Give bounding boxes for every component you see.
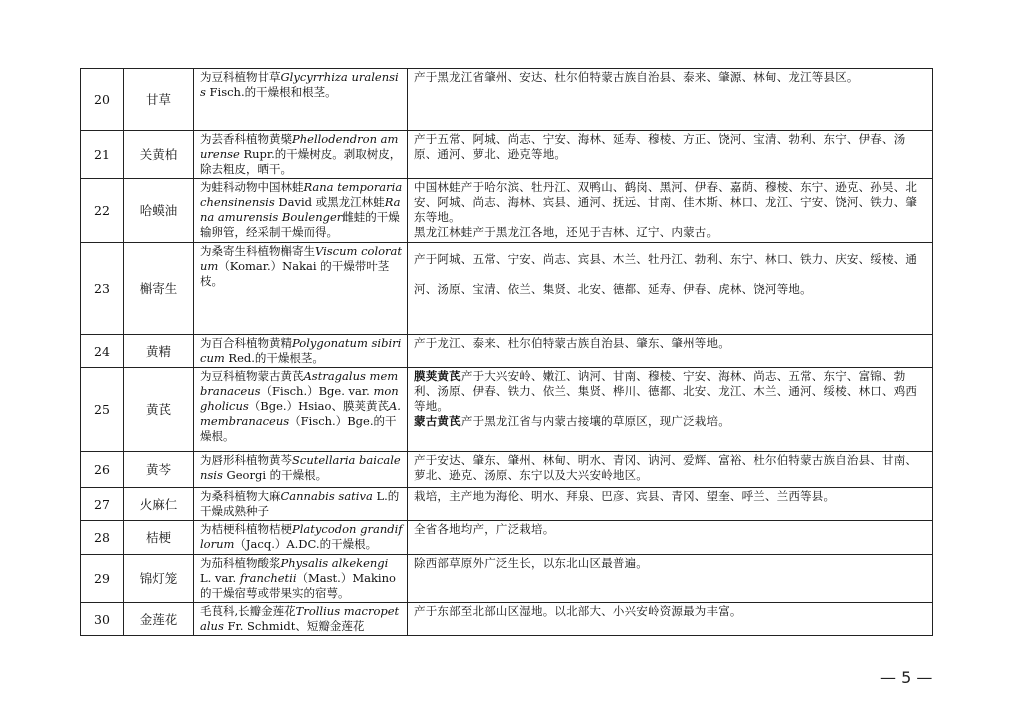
text-segment: 栽培，主产地为海伦、明水、拜泉、巴彦、宾县、青冈、望奎、呼兰、兰西等县。	[414, 489, 836, 503]
text-segment: L. var.	[200, 571, 240, 585]
text-segment: （Komar.）Nakai 的干燥带叶茎枝。	[200, 259, 390, 288]
text-segment: 产于黑龙江省与内蒙古接壤的草原区，现广泛栽培。	[460, 414, 730, 428]
latin-name: Astragalus membranaceus	[200, 369, 399, 398]
text-segment: Fisch.的干燥根和根茎。	[205, 85, 337, 99]
text-segment: Fr. Schmidt、短瓣金莲花	[223, 619, 365, 633]
latin-name: Phellodendron amurense	[200, 132, 399, 161]
distribution-paragraph	[414, 336, 928, 351]
text-segment: 产于五常、阿城、尚志、宁安、海林、延寿、穆棱、方正、饶河、宝清、勃利、东宁、伊春、汤原、通河、萝北、逊克等地。	[414, 132, 906, 161]
herb-name: 火麻仁	[124, 488, 194, 521]
herb-source	[194, 243, 408, 335]
herb-source	[194, 488, 408, 521]
row-number: 29	[81, 555, 124, 603]
table-row	[81, 368, 933, 452]
text-segment: 为唇形科植物黄芩	[200, 453, 292, 467]
distribution-paragraph	[414, 369, 928, 414]
latin-name: Cannabis sativa	[280, 489, 373, 503]
text-segment: 为桑科植物大麻	[200, 489, 281, 503]
table-row	[81, 131, 933, 179]
species-label: 膜荚黄芪	[414, 369, 461, 383]
text-segment: （Mast.）Makino 的干燥宿萼或带果实的宿萼。	[200, 571, 396, 600]
herb-distribution	[408, 555, 933, 603]
herb-name: 黄芪	[124, 368, 194, 452]
distribution-paragraph	[414, 244, 928, 304]
herb-source	[194, 335, 408, 368]
text-segment: Red.的干燥根茎。	[224, 351, 324, 365]
table-row	[81, 488, 933, 521]
table-row	[81, 69, 933, 131]
latin-name: Trollius macropetalus	[200, 604, 400, 633]
latin-name: Rana temporaria chensinensis	[200, 180, 403, 209]
text-segment: 黑龙江林蛙产于黑龙江各地，还见于吉林、辽宁、内蒙古。	[414, 225, 719, 239]
herb-distribution	[408, 335, 933, 368]
distribution-paragraph	[414, 132, 928, 162]
text-segment: 为桑寄生科植物槲寄生	[200, 244, 315, 258]
herb-source	[194, 179, 408, 243]
herb-name: 甘草	[124, 69, 194, 131]
herb-name: 金莲花	[124, 603, 194, 636]
distribution-paragraph	[414, 180, 928, 225]
distribution-paragraph	[414, 70, 928, 85]
distribution-paragraph	[414, 604, 928, 619]
row-number: 21	[81, 131, 124, 179]
latin-name: Physalis alkekengi	[280, 556, 389, 570]
herb-table	[80, 68, 933, 636]
text-segment: 为桔梗科植物桔梗	[200, 522, 292, 536]
table-row	[81, 335, 933, 368]
herb-distribution	[408, 488, 933, 521]
latin-name: Platycodon grandiflorum	[200, 522, 403, 551]
distribution-paragraph	[414, 489, 928, 504]
table-row	[81, 603, 933, 636]
text-segment: 产于安达、肇东、肇州、林甸、明水、青冈、讷河、爱辉、富裕、杜尔伯特蒙古族自治县、甘南、萝北、逊克、汤原、东宁以及大兴安岭地区。	[414, 453, 918, 482]
latin-name: mongholicus	[200, 384, 399, 413]
herb-source	[194, 521, 408, 555]
distribution-paragraph	[414, 225, 928, 240]
row-number: 28	[81, 521, 124, 555]
latin-name: franchetii	[239, 571, 297, 585]
text-segment: 雌蛙的干燥输卵管，经采制干燥而得。	[200, 210, 400, 239]
text-segment: 为豆科植物甘草	[200, 70, 281, 84]
text-segment: 为芸香科植物黄檗	[200, 132, 292, 146]
text-segment: （Jacq.）A.DC.的干燥根。	[234, 537, 378, 551]
text-segment: David 或黑龙江林蛙	[274, 195, 385, 209]
table-row	[81, 179, 933, 243]
herb-source	[194, 131, 408, 179]
text-segment: 除西部草原外广泛生长，以东北山区最普遍。	[414, 556, 648, 570]
text-segment: Georgi 的干燥根。	[222, 468, 328, 482]
text-segment: （Fisch.）Bge. var.	[260, 384, 374, 398]
row-number: 27	[81, 488, 124, 521]
herb-source	[194, 69, 408, 131]
herb-source	[194, 452, 408, 488]
herb-distribution	[408, 452, 933, 488]
herb-name: 锦灯笼	[124, 555, 194, 603]
herb-table-page	[80, 68, 932, 636]
distribution-paragraph	[414, 556, 928, 571]
species-label: 蒙古黄芪	[414, 414, 461, 428]
herb-name: 哈蟆油	[124, 179, 194, 243]
herb-distribution	[408, 603, 933, 636]
text-segment: （Bge.）Hsiao、膜荚黄芪	[248, 399, 389, 413]
text-segment: L.的干燥成熟种子	[200, 489, 400, 518]
herb-distribution	[408, 69, 933, 131]
row-number: 30	[81, 603, 124, 636]
row-number: 26	[81, 452, 124, 488]
text-segment: 为豆科植物蒙古黄芪	[200, 369, 304, 383]
herb-name: 黄精	[124, 335, 194, 368]
herb-table-body	[81, 69, 933, 636]
text-segment: 毛茛科,长瓣金莲花	[200, 604, 296, 618]
herb-name: 槲寄生	[124, 243, 194, 335]
table-row	[81, 555, 933, 603]
table-row	[81, 452, 933, 488]
row-number: 24	[81, 335, 124, 368]
herb-source	[194, 368, 408, 452]
herb-distribution	[408, 521, 933, 555]
text-segment: 为茄科植物酸浆	[200, 556, 281, 570]
text-segment: 产于阿城、五常、宁安、尚志、宾县、木兰、牡丹江、勃利、东宁、林口、铁力、庆安、绥棱、通河、汤原、宝清、依兰、集贤、北安、德都、延寿、伊春、虎林、饶河等地。	[414, 252, 918, 296]
text-segment: 为百合科植物黄精	[200, 336, 292, 350]
latin-name: Viscum coloratum	[200, 244, 403, 273]
latin-name: A. membranaceus	[200, 399, 401, 428]
latin-name: Polygonatum sibiricum	[200, 336, 402, 365]
page-number: — 5 —	[880, 668, 933, 687]
herb-source	[194, 603, 408, 636]
herb-name: 黄芩	[124, 452, 194, 488]
text-segment: 产于龙江、泰来、杜尔伯特蒙古族自治县、肇东、肇州等地。	[414, 336, 730, 350]
table-row	[81, 521, 933, 555]
distribution-paragraph	[414, 414, 928, 429]
row-number: 22	[81, 179, 124, 243]
text-segment: 全省各地均产，广泛栽培。	[414, 522, 555, 536]
text-segment: Rupr.的干燥树皮。剥取树皮，除去粗皮，晒干。	[200, 147, 402, 176]
row-number: 25	[81, 368, 124, 452]
table-row	[81, 243, 933, 335]
text-segment: （Fisch.）Bge.的干燥根。	[200, 414, 397, 443]
herb-distribution	[408, 243, 933, 335]
herb-distribution	[408, 131, 933, 179]
text-segment: 产于大兴安岭、嫩江、讷河、甘南、穆棱、宁安、海林、尚志、五常、东宁、富锦、勃利、汤原、伊春、铁力、依兰、集贤、桦川、德都、北安、龙江、木兰、通河、绥棱、林口、鸡西等地。	[414, 369, 918, 413]
text-segment: 为蛙科动物中国林蛙	[200, 180, 304, 194]
latin-name: Rana amurensis Boulenger	[200, 195, 401, 224]
distribution-paragraph	[414, 522, 928, 537]
text-segment: 产于东部至北部山区湿地。以北部大、小兴安岭资源最为丰富。	[414, 604, 742, 618]
row-number: 23	[81, 243, 124, 335]
latin-name: Glycyrrhiza uralensis	[200, 70, 399, 99]
row-number: 20	[81, 69, 124, 131]
latin-name: Scutellaria baicalensis	[200, 453, 401, 482]
herb-name: 关黄柏	[124, 131, 194, 179]
distribution-paragraph	[414, 453, 928, 483]
herb-name: 桔梗	[124, 521, 194, 555]
text-segment: 产于黑龙江省肇州、安达、杜尔伯特蒙古族自治县、泰来、肇源、林甸、龙江等县区。	[414, 70, 859, 84]
herb-distribution	[408, 179, 933, 243]
text-segment: 中国林蛙产于哈尔滨、牡丹江、双鸭山、鹤岗、黑河、伊春、嘉荫、穆棱、东宁、逊克、孙吴、北安、阿城、尚志、海林、宾县、通河、抚远、甘南、佳木斯、林口、龙江、宁安、饶河、铁力、肇东等地。	[414, 180, 918, 224]
herb-distribution	[408, 368, 933, 452]
herb-source	[194, 555, 408, 603]
